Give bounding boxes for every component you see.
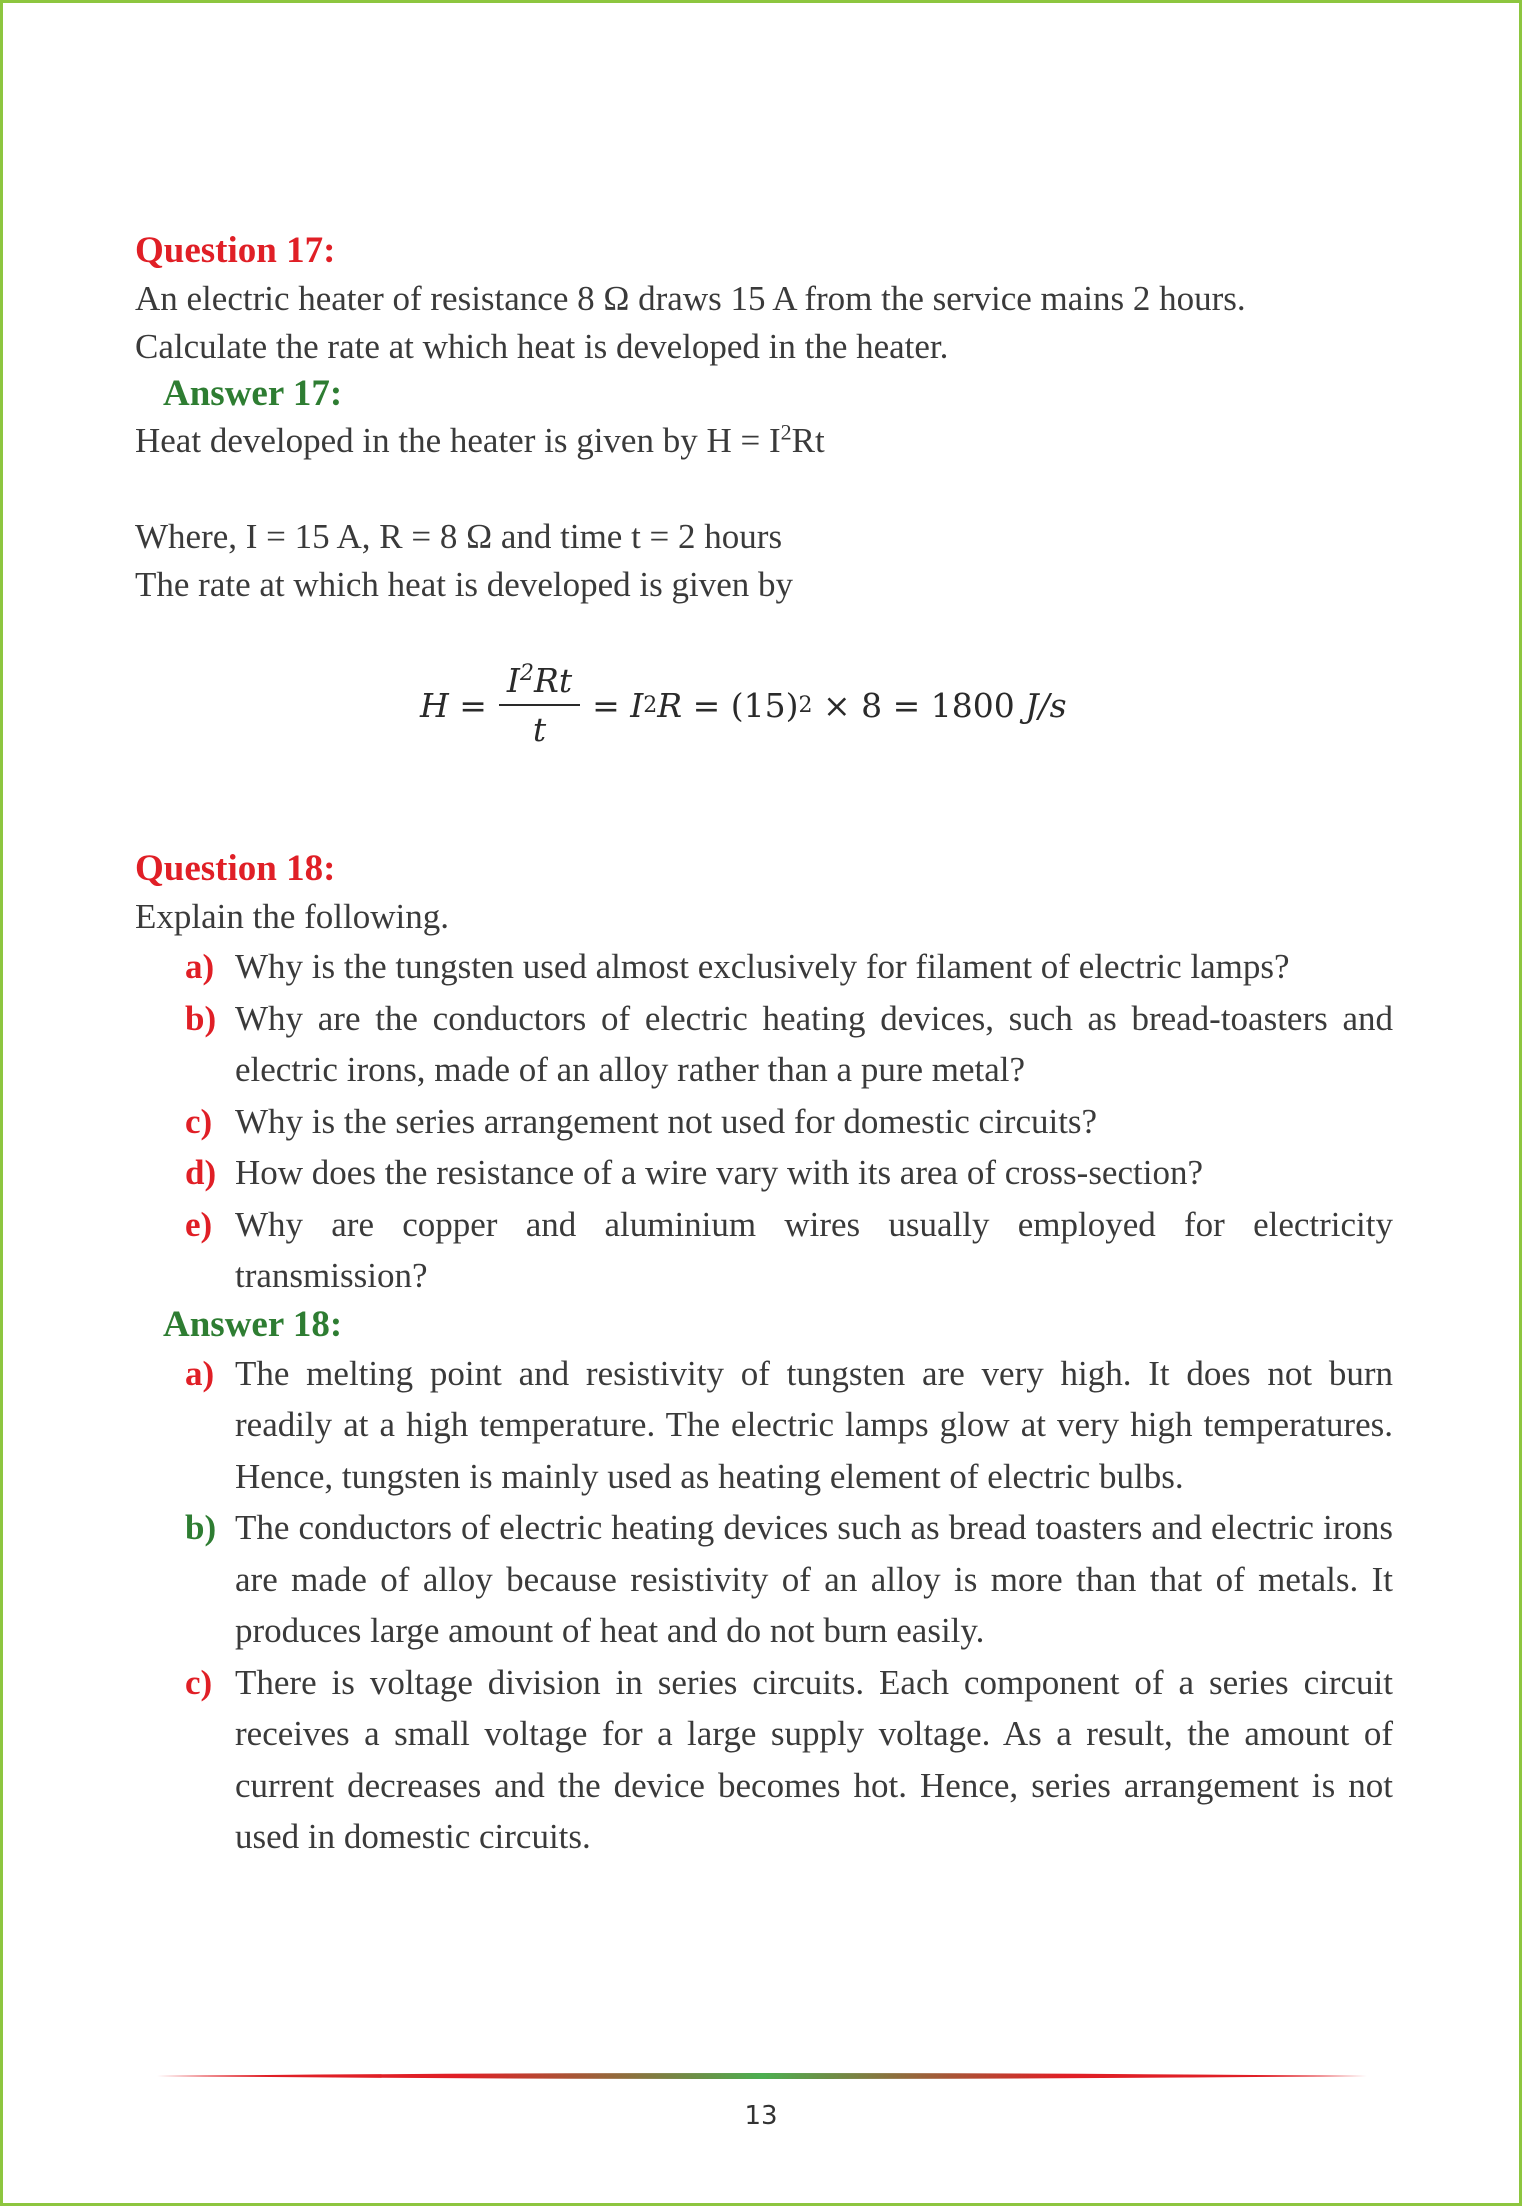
formula-r: R — [657, 685, 683, 725]
formula-fraction — [499, 661, 580, 749]
item-text: Why are the conductors of electric heating devices, such as bread-toasters and electric irons, made of an alloy rather than a pure metal? — [235, 998, 1393, 1089]
item-text: The conductors of electric heating devices such as bread toasters and electric irons are made of alloy because resistivity of an alloy is more than that of metals. It produces large amount of heat and do not burn easily. — [235, 1508, 1393, 1650]
formula-denominator: t — [532, 710, 547, 749]
formula-numerator — [499, 661, 580, 706]
answer-18-list — [135, 1348, 1393, 1863]
formula-unit: J/s — [1025, 685, 1067, 725]
list-item — [135, 1199, 1393, 1302]
item-label: c) — [185, 1662, 213, 1702]
heat-rate-formula — [135, 645, 1393, 765]
formula-num-sup: 2 — [519, 661, 534, 686]
item-text: Why is the tungsten used almost exclusively for filament of electric lamps? — [235, 947, 1290, 986]
formula-rest: × 8 = 1800 — [823, 685, 1015, 725]
answer-17-line-2: Where, I = 15 A, R = 8 Ω and time t = 2 hours — [135, 517, 783, 556]
item-label: a) — [185, 947, 215, 986]
list-item — [135, 1502, 1393, 1657]
question-18-list — [135, 941, 1393, 1302]
list-item — [135, 993, 1393, 1096]
item-text: Why is the series arrangement not used for domestic circuits? — [235, 1101, 1098, 1141]
answer-18-heading: Answer 18: — [163, 1303, 343, 1345]
formula-num-rest: Rt — [533, 661, 573, 700]
footer-divider — [157, 2072, 1367, 2080]
item-label: d) — [185, 1153, 217, 1192]
answer-17-line-1-pre: Heat developed in the heater is given by H = I — [135, 421, 781, 460]
page-number: 13 — [744, 2101, 778, 2131]
question-18-heading: Question 18: — [135, 848, 336, 889]
item-label: e) — [185, 1204, 213, 1244]
page-content — [135, 227, 1393, 1863]
item-label: b) — [185, 998, 217, 1038]
item-text: How does the resistance of a wire vary with its area of cross-section? — [235, 1153, 1203, 1192]
question-18-intro: Explain the following. — [135, 897, 449, 936]
item-label: a) — [185, 1353, 215, 1393]
question-17-line-2: Calculate the rate at which heat is developed in the heater. — [135, 327, 949, 366]
item-label: b) — [185, 1508, 217, 1547]
item-text: The melting point and resistivity of tungsten are very high. It does not burn readily at a high temperature. The electric lamps glow at very high temperatures. Hence, tungsten is mainly used as heating element of electric bulbs. — [235, 1353, 1393, 1496]
formula-eq1: = — [592, 685, 620, 725]
list-item — [135, 1096, 1393, 1148]
list-item — [135, 1147, 1393, 1199]
answer-17-line-1-post: Rt — [791, 421, 825, 460]
formula-i-sup: 2 — [643, 692, 658, 718]
formula-sq-sup: 2 — [798, 692, 813, 718]
answer-17-line-3: The rate at which heat is developed is given by — [135, 565, 793, 604]
question-17-line-1: An electric heater of resistance 8 Ω draws 15 A from the service mains 2 hours. — [135, 279, 1246, 318]
question-17-heading: Question 17: — [135, 230, 336, 271]
list-item — [135, 1348, 1393, 1503]
answer-17-line-1-sup: 2 — [780, 419, 792, 445]
answer-17-heading: Answer 17: — [163, 373, 343, 414]
item-label: c) — [185, 1101, 213, 1141]
formula-i: I — [630, 685, 644, 725]
formula-eq2: = (15) — [692, 685, 799, 725]
item-text: Why are copper and aluminium wires usually employed for electricity transmission? — [235, 1204, 1393, 1295]
formula-lhs: H = — [420, 685, 487, 725]
list-item — [135, 941, 1393, 993]
formula-num-base: I — [506, 661, 520, 700]
item-text: There is voltage division in series circuits. Each component of a series circuit receives a small voltage for a large supply voltage. As a result, the amount of current decreases and the device becomes hot. Hence, series arrangement is not used in domestic circuits. — [235, 1662, 1393, 1856]
list-item — [135, 1657, 1393, 1863]
answer-17-line-1 — [135, 417, 1393, 465]
